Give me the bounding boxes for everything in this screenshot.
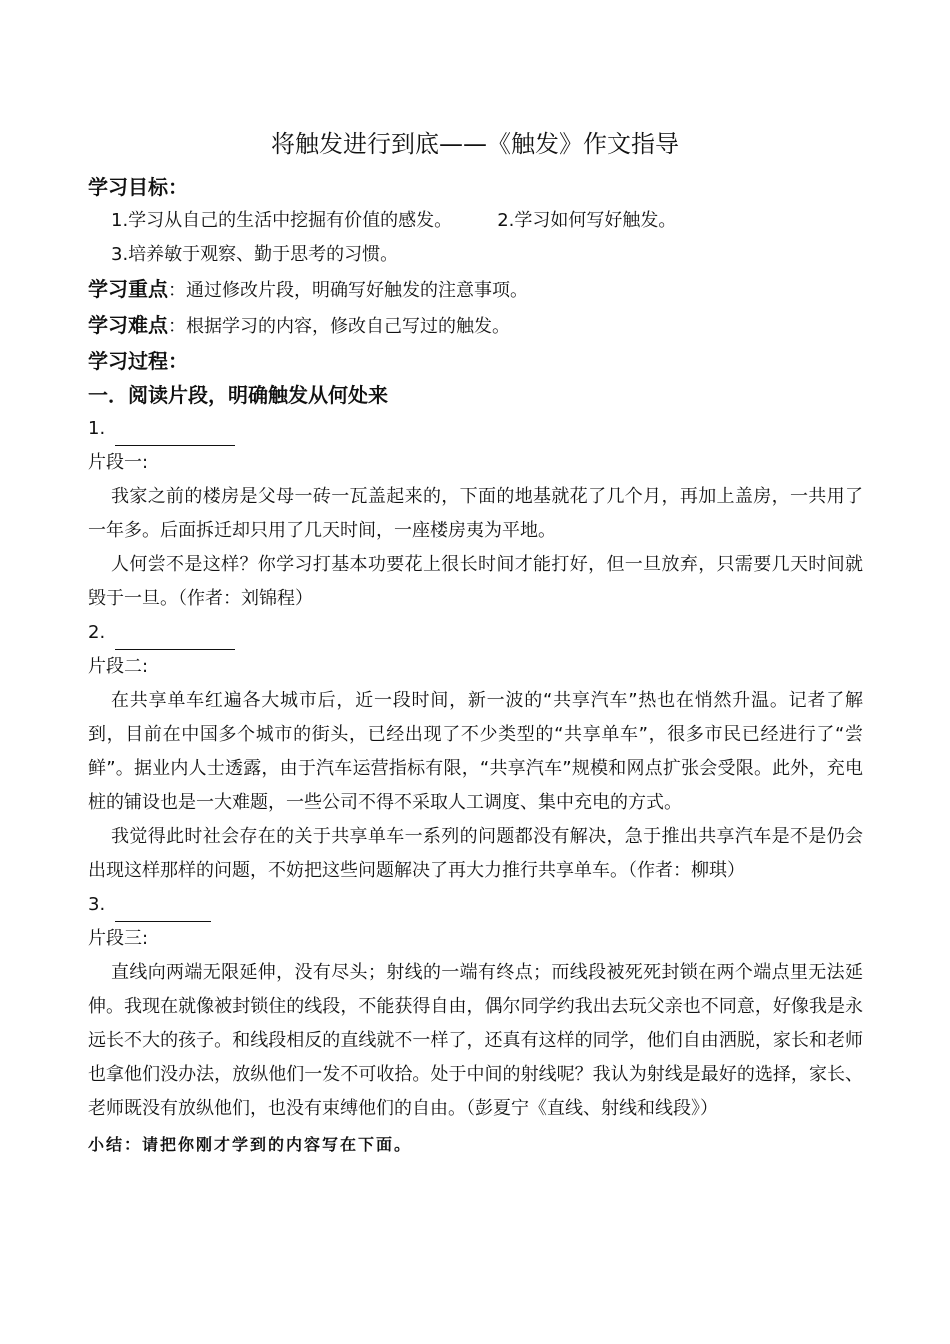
- item-number: 1.: [88, 418, 106, 439]
- section-heading: 一．阅读片段，明确触发从何处来: [88, 383, 388, 407]
- process-heading: 学习过程：: [88, 349, 188, 373]
- fill-in-blank[interactable]: [115, 899, 211, 922]
- fill-in-blank[interactable]: [115, 627, 235, 650]
- fragment-paragraph: 人何尝不是这样？你学习打基本功要花上很长时间才能打好，但一旦放弃，只需要几天时间就毁于一旦。（作者：刘锦程）: [88, 554, 863, 609]
- key-point-label: 学习重点: [88, 277, 168, 301]
- page-title: 将触发进行到底——《触发》作文指导: [271, 130, 679, 158]
- document-body: [88, 170, 863, 1160]
- item-number: 2.: [88, 622, 106, 643]
- goals-heading: 学习目标：: [88, 175, 188, 199]
- goals-list: [88, 204, 863, 272]
- goal-item: 3.培养敏于观察、勤于思考的习惯。: [111, 244, 399, 265]
- goal-item: 1.学习从自己的生活中挖掘有价值的感发。: [111, 210, 453, 231]
- difficulty-text: ：根据学习的内容，修改自己写过的触发。: [168, 316, 510, 337]
- item-number-line: [88, 412, 863, 446]
- item-number: 3.: [88, 894, 106, 915]
- goals-row-1: [111, 204, 863, 238]
- fragment-paragraph: 我觉得此时社会存在的关于共享单车一系列的问题都没有解决，急于推出共享汽车是不是仍会出现这样那样的问题，不妨把这些问题解决了再大力推行共享单车。（作者：柳琪）: [88, 826, 863, 881]
- fragment-paragraph: 直线向两端无限延伸，没有尽头；射线的一端有终点；而线段被死死封锁在两个端点里无法延伸。我现在就像被封锁住的线段，不能获得自由，偶尔同学约我出去玩父亲也不同意，好像我是永远长不大的孩子。和线段相反的直线就不一样了，还真有这样的同学，他们自由洒脱，家长和老师也拿他们没办法，放纵他们一发不可收拾。处于中间的射线呢？我认为射线是最好的选择，家长、老师既没有放纵他们，也没有束缚他们的自由。（彭夏宁《直线、射线和线段》）: [88, 962, 863, 1119]
- summary-prompt: 小结：请把你刚才学到的内容写在下面。: [88, 1135, 413, 1154]
- goal-item: 2.学习如何写好触发。: [497, 210, 677, 231]
- key-point-text: ：通过修改片段，明确写好触发的注意事项。: [168, 280, 528, 301]
- fragment-paragraph: 我家之前的楼房是父母一砖一瓦盖起来的，下面的地基就花了几个月，再加上盖房，一共用了一年多。后面拆迁却只用了几天时间，一座楼房夷为平地。: [88, 486, 863, 541]
- fragment-label: 片段三:: [88, 928, 149, 949]
- difficulty: [88, 308, 863, 344]
- fragment-paragraph: 在共享单车红遍各大城市后，近一段时间，新一波的“共享汽车”热也在悄然升温。记者了解到，目前在中国多个城市的街头，已经出现了不少类型的“共享单车”，很多市民已经进行了“尝鲜”。据业内人士透露，由于汽车运营指标有限，“共享汽车”规模和网点扩张会受限。此外，充电桩的铺设也是一大难题，一些公司不得不采取人工调度、集中充电的方式。: [88, 690, 863, 813]
- difficulty-label: 学习难点: [88, 313, 168, 337]
- fill-in-blank[interactable]: [115, 423, 235, 446]
- item-number-line: [88, 616, 863, 650]
- fragment-label: 片段二:: [88, 656, 149, 677]
- key-point: [88, 272, 863, 308]
- fragment-label: 片段一:: [88, 452, 149, 473]
- item-number-line: [88, 888, 863, 922]
